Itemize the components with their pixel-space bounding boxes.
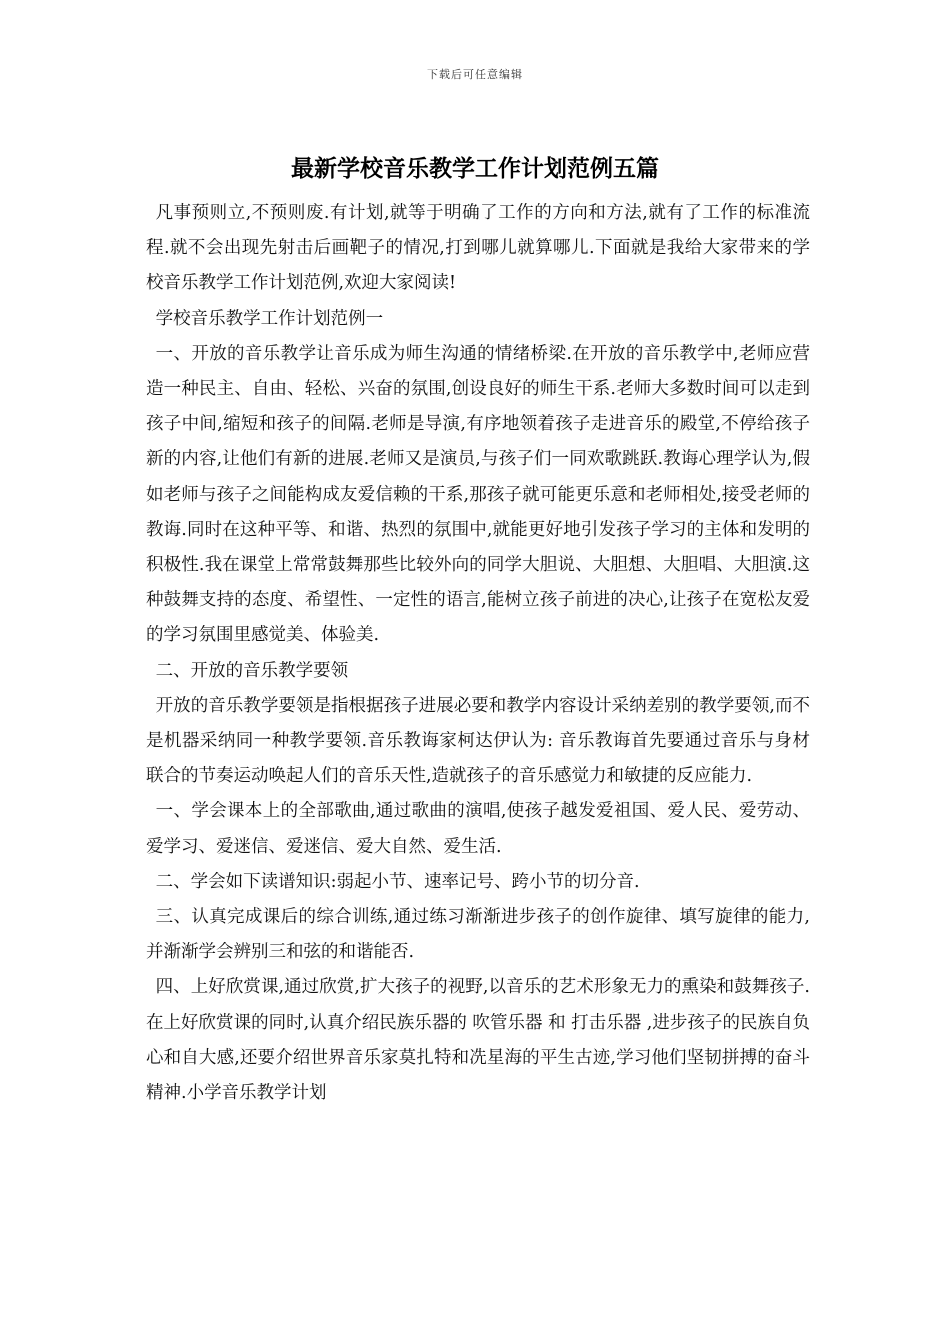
document-title: 最新学校音乐教学工作计划范例五篇 (291, 155, 659, 182)
section-heading-teaching-methods: 二、开放的音乐教学要领 (155, 660, 349, 681)
header-note: 下载后可任意编辑 (427, 68, 523, 81)
list-item-4: 四、上好欣赏课,通过欣赏,扩大孩子的视野,以音乐的艺术形象无力的熏染和鼓舞孩子.在上好欣赏课的同时,认真介绍民族乐器的 吹管乐器 和 打击乐器 ,进步孩子的民族自负心和自大感,还要介绍世界音乐家莫扎特和冼星海的平生古迹,学习他们坚韧拼搏的奋斗精神.小学音乐教学计划 (146, 977, 810, 1104)
paragraph-intro: 凡事预则立,不预则废.有计划,就等于明确了工作的方向和方法,就有了工作的标准流程.就不会出现先射击后画靶子的情况,打到哪儿就算哪儿.下面就是我给大家带来的学校音乐教学工作计划范例,欢迎大家阅读! (146, 203, 810, 294)
paragraph-open-teaching: 一、开放的音乐教学让音乐成为师生沟通的情绪桥梁.在开放的音乐教学中,老师应营造一种民主、自由、轻松、兴奋的氛围,创设良好的师生干系.老师大多数时间可以走到孩子中间,缩短和孩子的间隔.老师是导演,有序地领着孩子走进音乐的殿堂,不停给孩子新的内容,让他们有新的进展.老师又是演员,与孩子们一同欢歌跳跃.教诲心理学认为,假如老师与孩子之间能构成友爱信赖的干系,那孩子就可能更乐意和老师相处,接受老师的教诲.同时在这种平等、和谐、热烈的氛围中,就能更好地引发孩子学习的主体和发明的积极性.我在课堂上常常鼓舞那些比较外向的同学大胆说、大胆想、大胆唱、大胆演.这种鼓舞支持的态度、希望性、一定性的语言,能树立孩子前进的决心,让孩子在宽松友爱的学习氛围里感觉美、体验美. (146, 343, 810, 646)
paragraph-teaching-methods: 开放的音乐教学要领是指根据孩子进展必要和教学内容设计采纳差别的教学要领,而不是机器采纳同一种教学要领.音乐教诲家柯达伊认为: 音乐教诲首先要通过音乐与身材联合的节奏运动唤起人们的音乐天性,造就孩子的音乐感觉力和敏捷的反应能力. (146, 695, 810, 787)
list-item-3: 三、认真完成课后的综合训练,通过练习渐渐进步孩子的创作旋律、填写旋律的能力,并渐渐学会辨别三和弦的和谐能否. (146, 907, 810, 963)
section-heading-example-one: 学校音乐教学工作计划范例一 (155, 308, 384, 329)
list-item-1: 一、学会课本上的全部歌曲,通过歌曲的演唱,使孩子越发爱祖国、爱人民、爱劳动、爱学习、爱迷信、爱迷信、爱大自然、爱生活. (146, 801, 810, 857)
document-body (146, 196, 810, 1111)
list-item-2: 二、学会如下读谱知识:弱起小节、速率记号、跨小节的切分音. (155, 871, 640, 892)
